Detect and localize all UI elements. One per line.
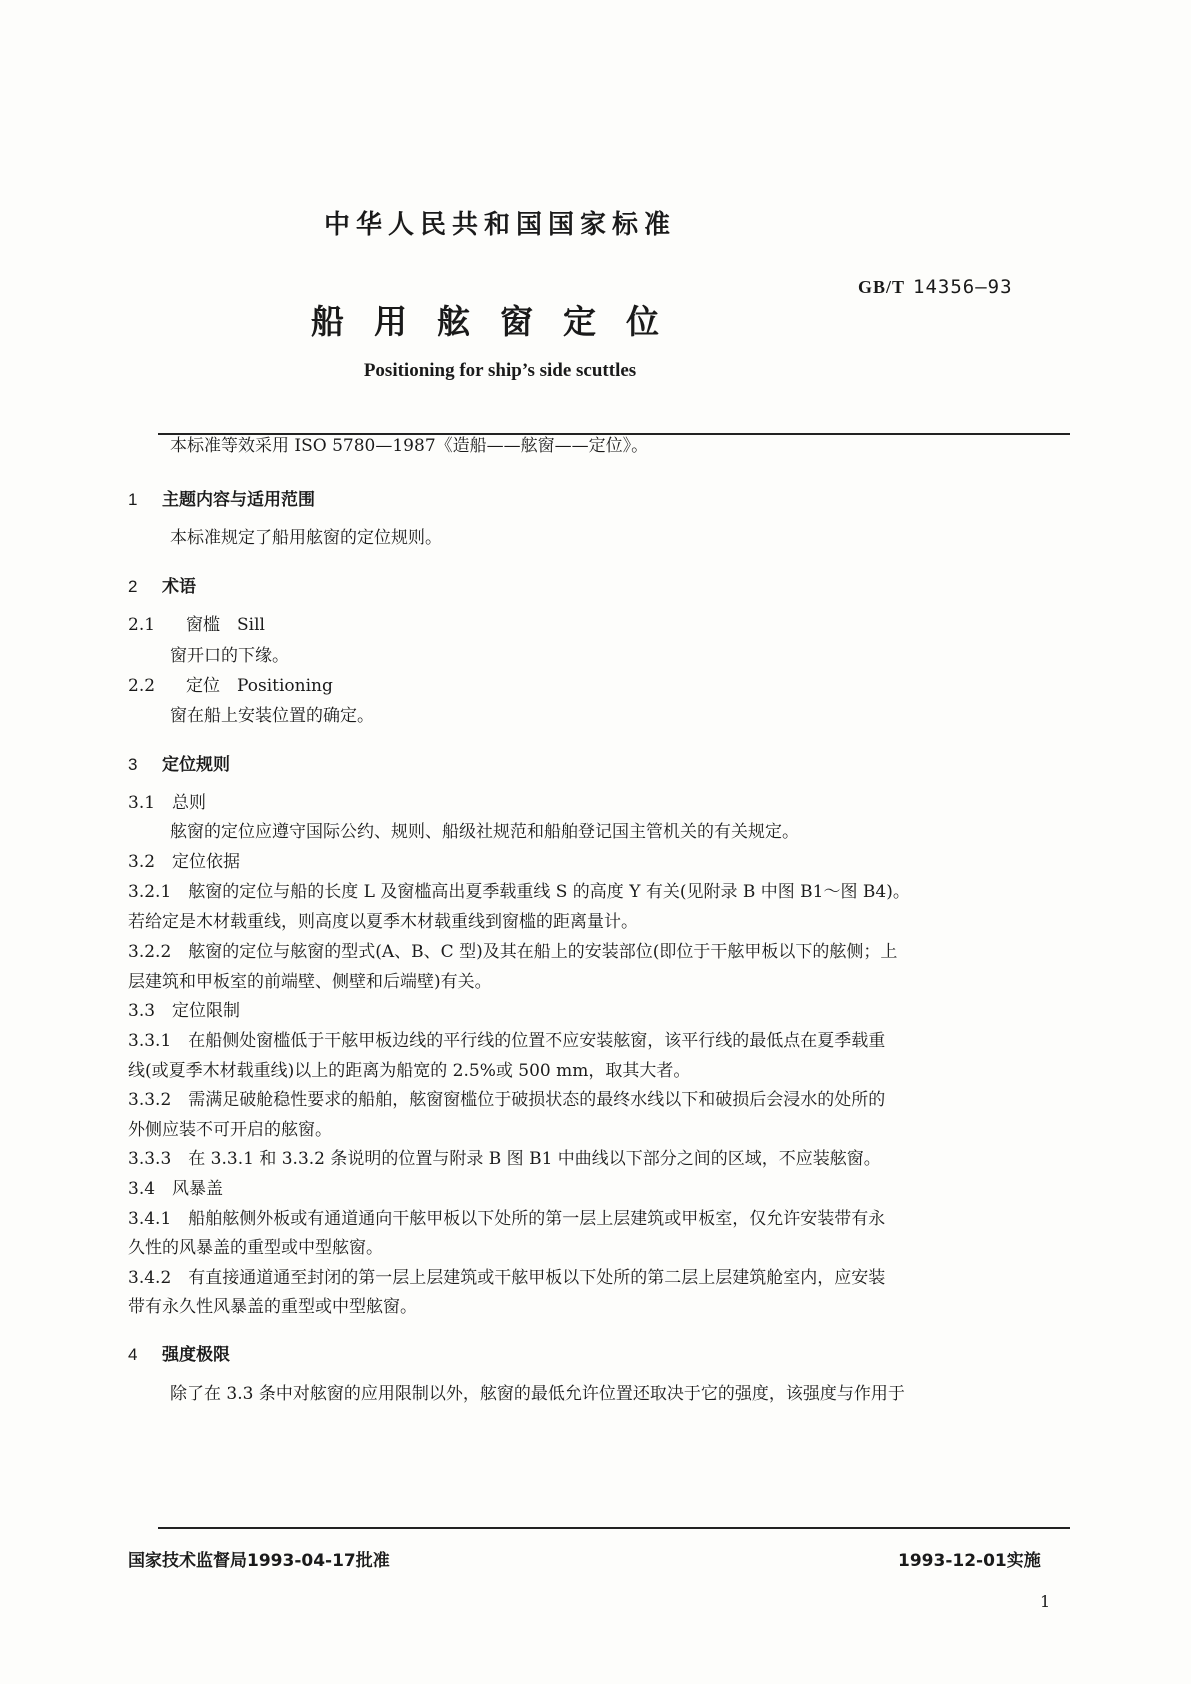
clause-3-2-2-line-1: 3.2.2 舷窗的定位与舷窗的型式(A、B、C 型)及其在船上的安装部位(即位于干舷甲板以下的舷侧；上 bbox=[128, 942, 898, 962]
page-number: 1 bbox=[1040, 1592, 1051, 1611]
effective-date: 1993-12-01实施 bbox=[898, 1551, 1041, 1571]
clause-3-4-1-line-2: 久性的风暴盖的重型或中型舷窗。 bbox=[128, 1238, 383, 1258]
section-number: 3 bbox=[128, 755, 138, 774]
clause-3-3-3: 3.3.3 在 3.3.1 和 3.3.2 条说明的位置与附录 B 图 B1 中曲线以下部分之间的区域，不应装舷窗。 bbox=[128, 1149, 881, 1169]
term-2-2-definition: 窗在船上安装位置的确定。 bbox=[170, 706, 374, 726]
clause-3-3-heading: 3.3 定位限制 bbox=[128, 1001, 241, 1021]
footer-divider bbox=[158, 1527, 1070, 1529]
section-4-heading bbox=[128, 1340, 230, 1365]
standard-code-number: 14356—93 bbox=[913, 276, 1013, 298]
term-number: 2.2 bbox=[128, 676, 156, 696]
term-2-1 bbox=[128, 615, 265, 635]
section-number: 4 bbox=[128, 1345, 138, 1364]
section-1-heading bbox=[128, 485, 315, 510]
approval-date: 国家技术监督局1993-04-17批准 bbox=[128, 1551, 390, 1571]
clause-3-3-1-line-2: 线(或夏季木材载重线)以上的距离为船宽的 2.5%或 500 mm，取其大者。 bbox=[128, 1061, 691, 1081]
clause-3-3-1-line-1: 3.3.1 在船侧处窗槛低于干舷甲板边线的平行线的位置不应安装舷窗，该平行线的最低点在夏季载重 bbox=[128, 1031, 886, 1051]
section-3-heading bbox=[128, 750, 230, 775]
section-number: 2 bbox=[128, 577, 138, 596]
section-2-heading bbox=[128, 572, 196, 597]
term-number: 2.1 bbox=[128, 615, 156, 635]
clause-3-1-text: 舷窗的定位应遵守国际公约、规则、船级社规范和船舶登记国主管机关的有关规定。 bbox=[170, 822, 799, 842]
clause-3-4-1-line-1: 3.4.1 船舶舷侧外板或有通道通向干舷甲板以下处所的第一层上层建筑或甲板室，仅允许安装带有永 bbox=[128, 1209, 886, 1229]
header-divider bbox=[158, 433, 1070, 435]
clause-3-3-2-line-1: 3.3.2 需满足破舱稳性要求的船舶，舷窗窗槛位于破损状态的最终水线以下和破损后会浸水的处所的 bbox=[128, 1090, 886, 1110]
section-title: 定位规则 bbox=[162, 755, 230, 775]
term-2-2 bbox=[128, 676, 333, 696]
clause-3-2-1-line-1: 3.2.1 舷窗的定位与船的长度 L 及窗槛高出夏季载重线 S 的高度 Y 有关(见附录 B 中图 B1～图 B4)。 bbox=[128, 882, 910, 902]
document-title-en: Positioning for ship’s side scuttles bbox=[363, 360, 637, 381]
intro-paragraph: 本标准等效采用 ISO 5780—1987《造船——舷窗——定位》。 bbox=[170, 436, 649, 456]
document-title-cn: 船用舷窗定位 bbox=[311, 302, 689, 341]
clause-3-3-2-line-2: 外侧应装不可开启的舷窗。 bbox=[128, 1120, 332, 1140]
term-title: 定位 Positioning bbox=[186, 676, 333, 696]
section-4-text: 除了在 3.3 条中对舷窗的应用限制以外，舷窗的最低允许位置还取决于它的强度，该强度与作用于 bbox=[170, 1384, 905, 1404]
clause-3-2-2-line-2: 层建筑和甲板室的前端壁、侧壁和后端壁)有关。 bbox=[128, 972, 492, 992]
clause-3-4-2-line-2: 带有永久性风暴盖的重型或中型舷窗。 bbox=[128, 1297, 417, 1317]
clause-3-4-heading: 3.4 风暴盖 bbox=[128, 1179, 224, 1199]
standard-code-prefix: GB/T bbox=[858, 277, 906, 297]
term-title: 窗槛 Sill bbox=[186, 615, 265, 635]
clause-3-2-heading: 3.2 定位依据 bbox=[128, 852, 241, 872]
clause-3-4-2-line-1: 3.4.2 有直接通道通至封闭的第一层上层建筑或干舷甲板以下处所的第二层上层建筑舱室内，应安装 bbox=[128, 1268, 886, 1288]
national-standard-heading: 中华人民共和国国家标准 bbox=[323, 210, 676, 240]
section-number: 1 bbox=[128, 490, 138, 509]
clause-3-2-1-line-2: 若给定是木材载重线，则高度以夏季木材载重线到窗槛的距离量计。 bbox=[128, 912, 638, 932]
term-2-1-definition: 窗开口的下缘。 bbox=[170, 646, 289, 666]
standard-code bbox=[858, 276, 1013, 298]
section-title: 主题内容与适用范围 bbox=[162, 490, 315, 510]
section-title: 强度极限 bbox=[162, 1345, 230, 1365]
section-1-text: 本标准规定了船用舷窗的定位规则。 bbox=[170, 528, 442, 548]
section-title: 术语 bbox=[162, 577, 196, 597]
clause-3-1-heading: 3.1 总则 bbox=[128, 793, 207, 813]
